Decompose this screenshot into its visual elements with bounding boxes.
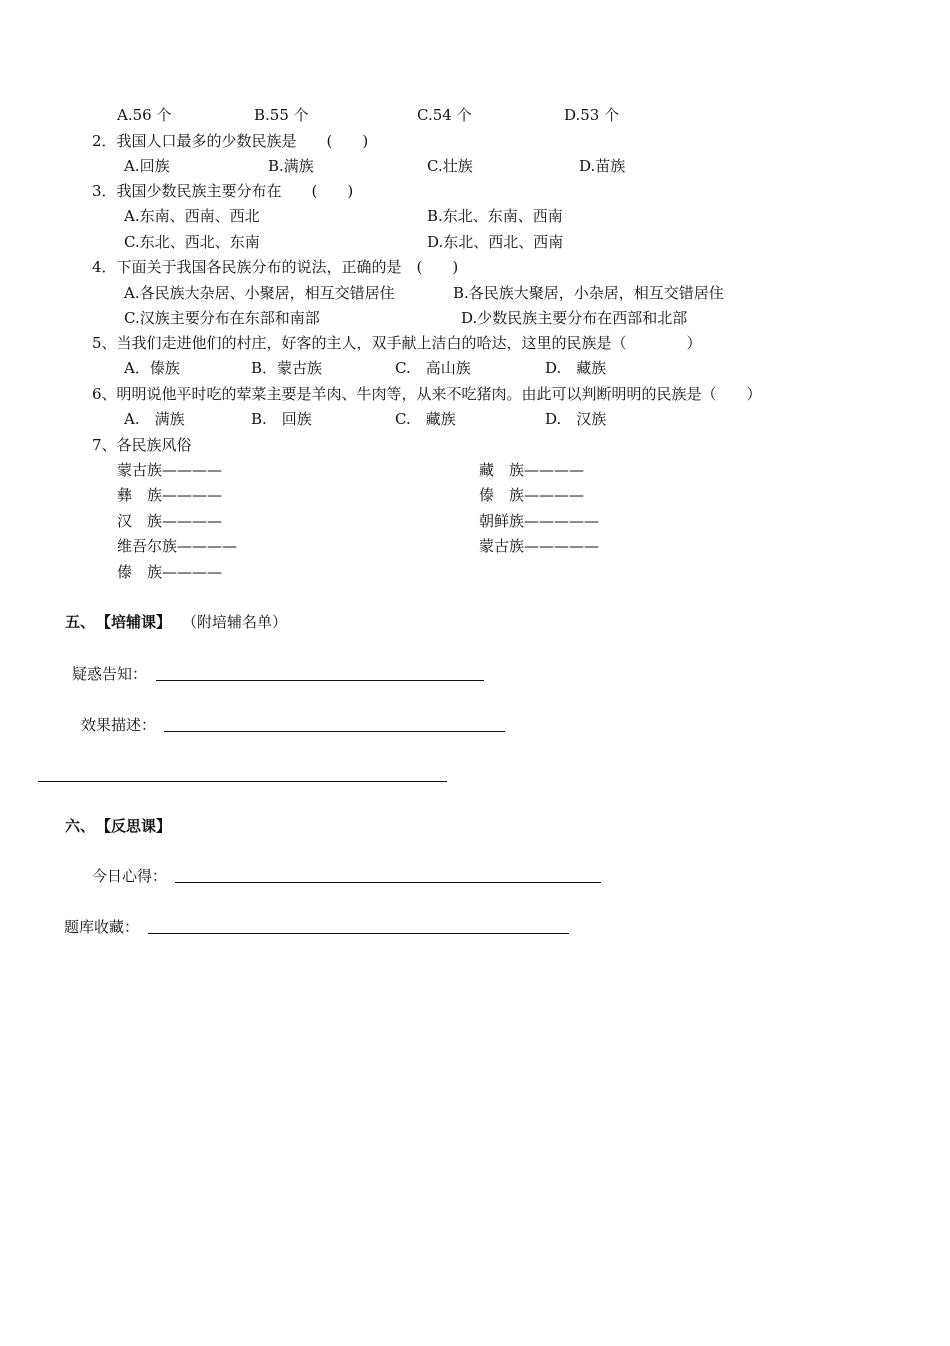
q3-option-d: D.东北、西北、西南 — [427, 233, 564, 251]
custom-item-right: 朝鲜族————— — [479, 512, 600, 530]
q7-stem: 7、各民族风俗 — [92, 436, 192, 454]
custom-item-left: 蒙古族———— — [117, 461, 223, 479]
section5-note: （附培辅名单） — [182, 613, 288, 631]
custom-item-right: 蒙古族————— — [479, 537, 600, 555]
custom-item-right: 藏 族———— — [479, 461, 585, 479]
q1-option-b: B.55 个 — [254, 106, 309, 124]
q5-option-a: A．傣族 — [124, 359, 180, 377]
custom-item-left: 彝 族———— — [117, 486, 223, 504]
collection-answer-line[interactable] — [148, 933, 569, 934]
q5-option-d: D. 藏族 — [545, 359, 607, 377]
q5-option-c: C. 高山族 — [395, 359, 471, 377]
section6-title: 【反思课】 — [96, 817, 172, 835]
q5-option-b: B．蒙古族 — [251, 359, 323, 377]
q4-option-b: B.各民族大聚居，小杂居，相互交错居住 — [453, 284, 724, 302]
q6-option-d: D. 汉族 — [545, 410, 607, 428]
q2-option-c: C.壮族 — [427, 157, 473, 175]
effect-label: 效果描述： — [81, 716, 157, 734]
q3-stem: 3．我国少数民族主要分布在 ( ) — [92, 182, 354, 200]
section5-title: 【培辅课】 — [96, 613, 172, 631]
custom-item-left: 汉 族———— — [117, 512, 223, 530]
continuation-answer-line[interactable] — [38, 781, 447, 782]
q2-stem: 2．我国人口最多的少数民族是 ( ) — [92, 132, 369, 150]
q4-option-d: D.少数民族主要分布在西部和北部 — [461, 309, 688, 327]
q4-option-a: A.各民族大杂居、小聚居，相互交错居住 — [124, 284, 395, 302]
custom-item-right: 傣 族———— — [479, 486, 585, 504]
custom-item-left: 傣 族———— — [117, 563, 223, 581]
doubt-label: 疑惑告知： — [72, 665, 148, 683]
q1-option-c: C.54 个 — [417, 106, 472, 124]
section5-number: 五、 — [65, 613, 96, 631]
q3-option-b: B.东北、东南、西南 — [427, 207, 563, 225]
doubt-answer-line[interactable] — [156, 680, 484, 681]
q4-option-c: C.汉族主要分布在东部和南部 — [124, 309, 320, 327]
q2-option-a: A.回族 — [124, 157, 170, 175]
q6-option-a: A. 满族 — [124, 410, 185, 428]
q6-option-c: C. 藏族 — [395, 410, 456, 428]
custom-item-left: 维吾尔族———— — [117, 537, 238, 555]
q1-option-a: A.56 个 — [117, 106, 172, 124]
q5-stem: 5、当我们走进他们的村庄，好客的主人，双手献上洁白的哈达，这里的民族是（ ） — [92, 334, 702, 352]
effect-answer-line[interactable] — [164, 731, 505, 732]
section6-number: 六、 — [65, 817, 96, 835]
q2-option-b: B.满族 — [268, 157, 314, 175]
insight-answer-line[interactable] — [175, 882, 601, 883]
q4-stem: 4．下面关于我国各民族分布的说法，正确的是 ( ) — [92, 258, 459, 276]
q3-option-c: C.东北、西北、东南 — [124, 233, 260, 251]
q6-option-b: B. 回族 — [251, 410, 312, 428]
q3-option-a: A.东南、西南、西北 — [124, 207, 260, 225]
q1-option-d: D.53 个 — [564, 106, 620, 124]
collection-label: 题库收藏： — [64, 918, 140, 936]
insight-label: 今日心得： — [92, 867, 168, 885]
q2-option-d: D.苗族 — [579, 157, 626, 175]
q6-stem: 6、明明说他平时吃的荤菜主要是羊肉、牛肉等，从来不吃猪肉。由此可以判断明明的民族是（ ） — [92, 385, 762, 403]
